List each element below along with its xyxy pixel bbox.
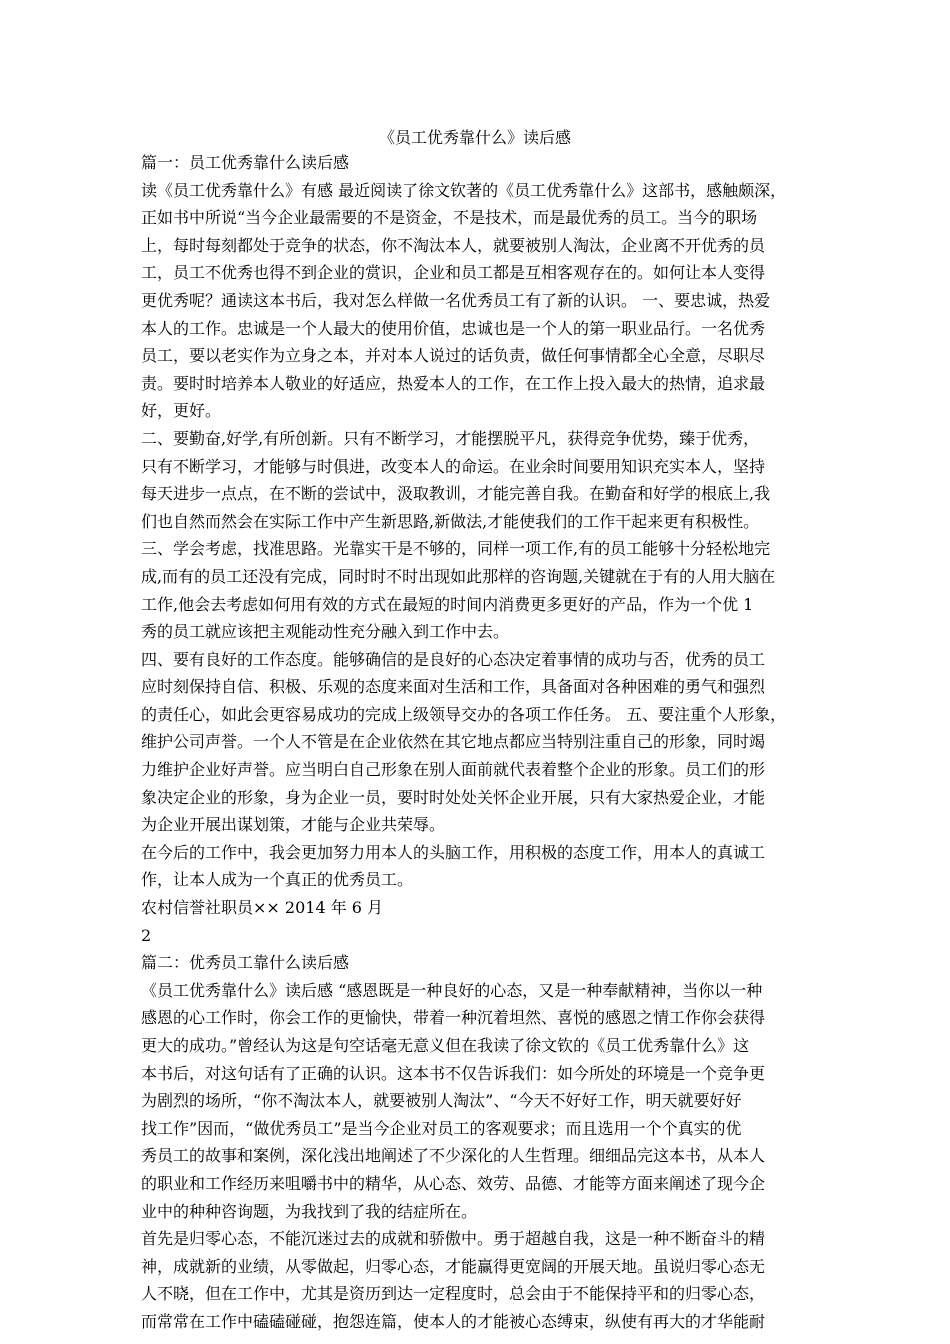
text-line: 为剧烈的场所，“你不淘汰本人，就要被别人淘汰”、“今天不好好工作，明天就要好好 — [141, 1091, 742, 1111]
text-line: 力维护企业好声誉。应当明白自己形象在别人面前就代表着整个企业的形象。员工们的形 — [141, 760, 766, 780]
text-line: 在今后的工作中，我会更加努力用本人的头脑工作，用积极的态度工作，用本人的真诚工 — [141, 842, 766, 862]
text-line: 《员工优秀靠什么》读后感 “感恩既是一种良好的心态，又是一种奉献精神，当你以一种 — [141, 980, 763, 1000]
text-line: 成,而有的员工还没有完成，同时时不时出现如此那样的咨询题,关键就在于有的人用大脑在 — [141, 566, 776, 586]
text-line: 的职业和工作经历来咀嚼书中的精华，从心态、效劳、品德、才能等方面来阐述了现今企 — [141, 1173, 766, 1193]
text-line: 象决定企业的形象，身为企业一员，要时时处处关怀企业开展，只有大家热爱企业，才能 — [141, 787, 766, 807]
text-line: 人不晓，但在工作中，尤其是资历到达一定程度时，总会由于不能保持平和的归零心态， — [141, 1284, 766, 1304]
text-line: 更大的成功。”曾经认为这是句空话毫无意义但在我读了徐文钦的《员工优秀靠什么》这 — [141, 1036, 750, 1055]
text-line: 篇二：优秀员工靠什么读后感 — [141, 953, 350, 973]
text-line: 正如书中所说“当今企业最需要的不是资金，不是技术，而是最优秀的员工。当今的职场 — [141, 208, 758, 228]
text-line: 维护公司声誉。一个人不管是在企业依然在其它地点都应当特别注重自己的形象，同时竭 — [141, 732, 766, 752]
text-line: 神，成就新的业绩，从零做起，归零心态，才能赢得更宽阔的开展天地。虽说归零心态无 — [141, 1256, 766, 1276]
text-line: 本书后，对这句话有了正确的认识。这本书不仅告诉我们：如今所处的环境是一个竞争更 — [141, 1063, 766, 1083]
text-line: 秀员工的故事和案例，深化浅出地阐述了不少深化的人生哲理。细细品完这本书，从本人 — [141, 1146, 766, 1166]
document-body — [141, 149, 819, 1336]
text-line: 农村信誉社职员×× 2014 年 6 月 — [141, 898, 384, 918]
text-line: 本人的工作。忠诚是一个人最大的使用价值，忠诚也是一个人的第一职业品行。一名优秀 — [141, 318, 766, 338]
text-line: 读《员工优秀靠什么》有感 最近阅读了徐文钦著的《员工优秀靠什么》这部书，感触颇深， — [141, 180, 787, 200]
text-line: 应时刻保持自信、积极、乐观的态度来面对生活和工作，具备面对各种困难的勇气和强烈 — [141, 677, 766, 697]
text-line: 作，让本人成为一个真正的优秀员工。 — [141, 870, 414, 890]
text-line: 秀的员工就应该把主观能动性充分融入到工作中去。 — [141, 622, 510, 642]
text-line: 员工，要以老实作为立身之本，并对本人说过的话负责，做任何事情都全心全意，尽职尽 — [141, 346, 766, 366]
text-line: 为企业开展出谋划策，才能与企业共荣辱。 — [141, 815, 446, 835]
text-line: 而常常在工作中磕磕碰碰，抱怨连篇，使本人的才能被心态缚束，纵使有再大的才华能耐 — [141, 1311, 766, 1331]
text-line: 的责任心，如此会更容易成功的完成上级领导交办的各项工作任务。 五、要注重个人形象， — [141, 704, 787, 724]
text-line: 责。要时时培养本人敬业的好适应，热爱本人的工作，在工作上投入最大的热情，追求最 — [141, 373, 766, 393]
text-line: 二、要勤奋,好学,有所创新。只有不断学习，才能摆脱平凡，获得竞争优势，臻于优秀， — [141, 428, 760, 448]
text-line: 们也自然而然会在实际工作中产生新思路,新做法,才能使我们的工作干起来更有积极性。 — [141, 511, 760, 531]
document-title: 《员工优秀靠什么》读后感 — [378, 128, 571, 147]
text-line: 找工作”因而，“做优秀员工”是当今企业对员工的客观要求；而且选用一个个真实的优 — [141, 1118, 742, 1138]
text-line: 2 — [141, 925, 152, 945]
text-line: 感恩的心工作时，你会工作的更愉快，带着一种沉着坦然、喜悦的感恩之情工作你会获得 — [141, 1008, 766, 1028]
text-line: 上，每时每刻都处于竞争的状态，你不淘汰本人，就要被别人淘汰，企业离不开优秀的员 — [141, 235, 766, 255]
text-line: 四、要有良好的工作态度。能够确信的是良好的心态决定着事情的成功与否，优秀的员工 — [141, 649, 766, 669]
text-line: 业中的种种咨询题，为我找到了我的结症所在。 — [141, 1201, 478, 1221]
text-line: 工，员工不优秀也得不到企业的赏识，企业和员工都是互相客观存在的。如何让本人变得 — [141, 263, 766, 283]
text-line: 好，更好。 — [141, 401, 222, 421]
text-line: 每天进步一点点，在不断的尝试中，汲取教训，才能完善自我。在勤奋和好学的根底上,我 — [141, 484, 771, 504]
text-line: 更优秀呢？通读这本书后，我对怎么样做一名优秀员工有了新的认识。 一、要忠诚，热爱 — [141, 290, 771, 310]
text-line: 篇一：员工优秀靠什么读后感 — [141, 153, 350, 172]
text-line: 只有不断学习，才能够与时俱进，改变本人的命运。在业余时间要用知识充实本人，坚持 — [141, 456, 766, 476]
text-line: 三、学会考虑，找准思路。光靠实干是不够的，同样一项工作,有的员工能够十分轻松地完 — [141, 539, 771, 559]
text-line: 工作,他会去考虑如何用有效的方式在最短的时间内消费更多更好的产品，作为一个优 1 — [141, 594, 754, 614]
text-line: 首先是归零心态，不能沉迷过去的成就和骄傲中。勇于超越自我，这是一种不断奋斗的精 — [141, 1229, 766, 1249]
